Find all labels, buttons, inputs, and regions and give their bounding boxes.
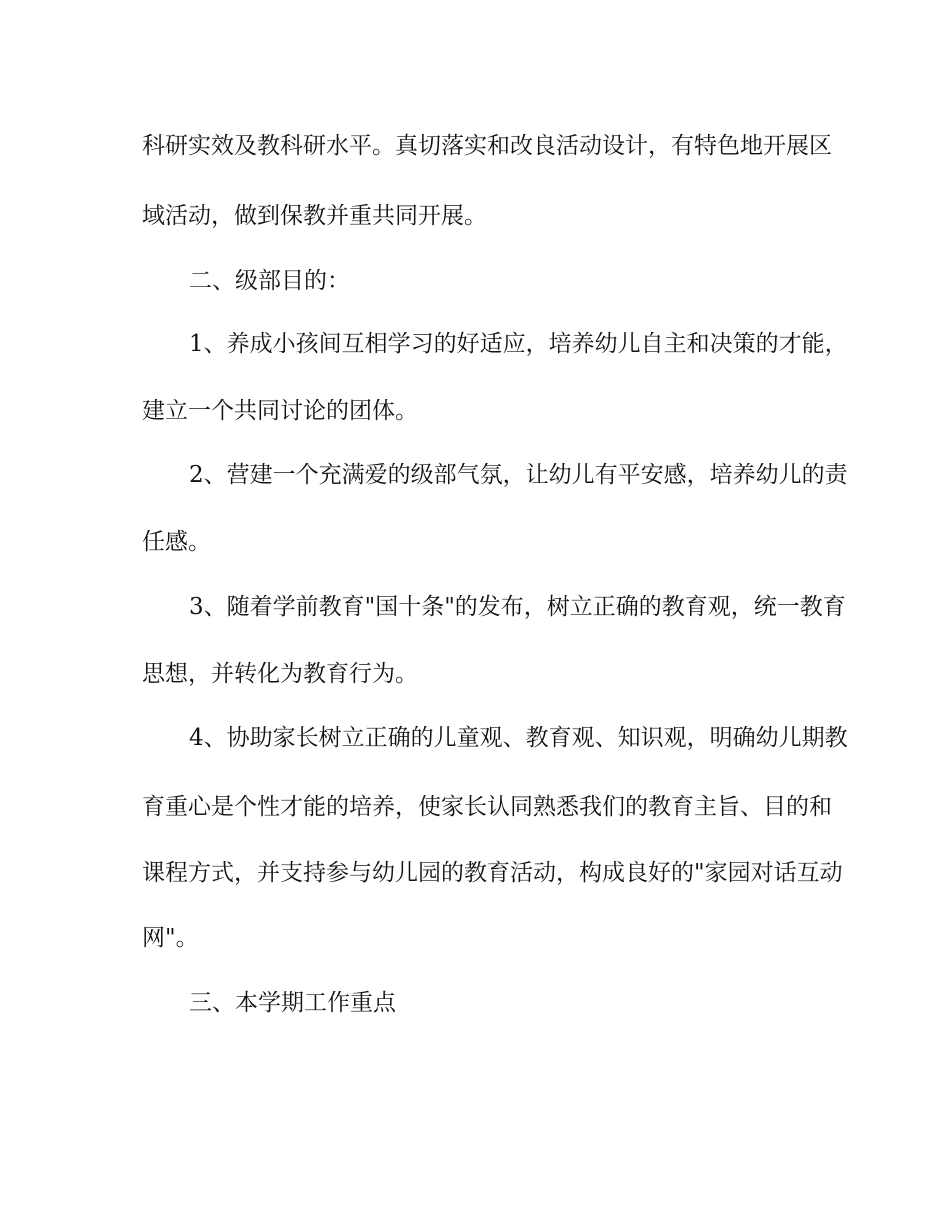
section-heading: 三、本学期工作重点 (189, 990, 396, 1016)
list-item-1: 1、养成小孩间互相学习的好适应，培养幼儿自主和决策的才能， (189, 331, 848, 357)
paragraph-line: 育重心是个性才能的培养，使家长认同熟悉我们的教育主旨、目的和 (142, 794, 832, 820)
paragraph-line: 网"。 (142, 925, 199, 951)
paragraph-line: 思想，并转化为教育行为。 (142, 661, 418, 687)
list-item-4: 4、协助家长树立正确的儿童观、教育观、知识观，明确幼儿期教 (189, 725, 848, 751)
paragraph-line: 域活动，做到保教并重共同开展。 (142, 203, 487, 229)
list-item-2: 2、营建一个充满爱的级部气氛，让幼儿有平安感，培养幼儿的责 (189, 462, 848, 488)
list-item-3: 3、随着学前教育"国十条"的发布，树立正确的教育观，统一教育 (189, 594, 846, 620)
section-heading: 二、级部目的： (189, 268, 350, 294)
paragraph-line: 科研实效及教科研水平。真切落实和改良活动设计，有特色地开展区 (142, 133, 832, 159)
paragraph-line: 任感。 (142, 529, 211, 555)
paragraph-line: 课程方式，并支持参与幼儿园的教育活动，构成良好的"家园对话互动 (142, 860, 843, 886)
paragraph-line: 建立一个共同讨论的团体。 (142, 398, 418, 424)
